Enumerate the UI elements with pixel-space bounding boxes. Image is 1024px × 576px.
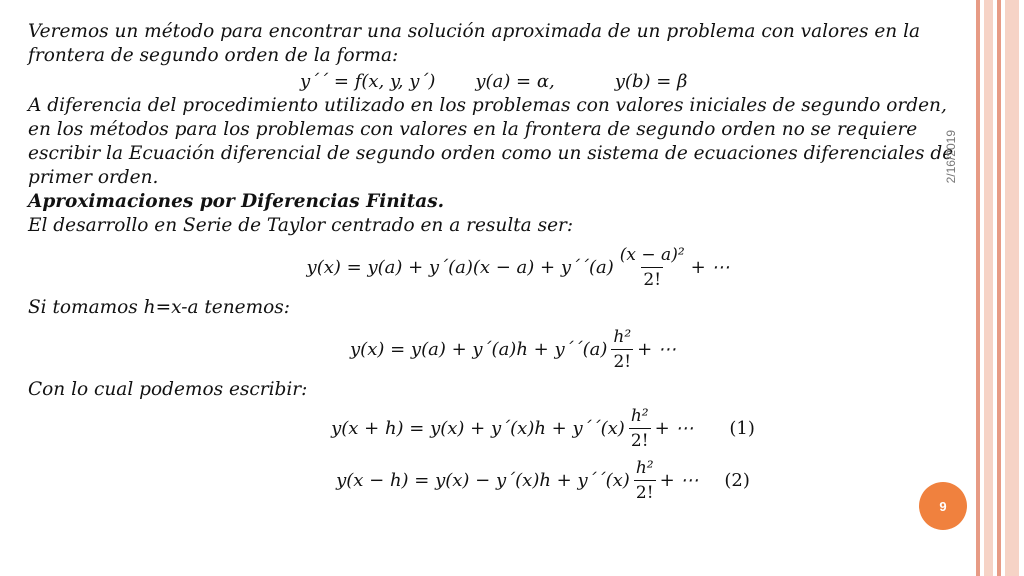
equation-taylor-fraction: [618, 245, 687, 290]
equation-2-denominator: 2!: [634, 480, 656, 503]
equation-taylor-numerator: (x − a)²: [619, 244, 685, 265]
paragraph-2-line-4: primer orden.: [28, 167, 159, 188]
equation-h-right: + ⋯: [637, 338, 676, 360]
equation-taylor-left: y(x) = y(a) + y´(a)(x − a) + y´´(a): [306, 256, 614, 278]
intro-line-2: frontera de segundo orden de la forma:: [28, 45, 399, 66]
equation-h-numerator: h²: [613, 326, 632, 347]
equation-h-fraction: [611, 327, 633, 372]
equation-bvp: [28, 68, 968, 94]
intro-line-1: Veremos un método para encontrar una solución aproximada de un problema con valores en la: [28, 21, 921, 42]
equation-2-fraction: [634, 458, 656, 503]
equation-2-right: + ⋯: [659, 469, 699, 491]
equation-bvp-cond-a: y(a) = α,: [475, 70, 555, 92]
page-number-badge: 9: [919, 482, 967, 530]
paragraph-2-line-3: escribir la Ecuación diferencial de segundo orden como un sistema de ecuaciones diferenciales de: [28, 143, 954, 164]
equation-1-denominator: 2!: [629, 428, 651, 451]
slide-content: [28, 20, 968, 506]
equation-taylor-right: + ⋯: [690, 256, 730, 278]
paragraph-2-line-2: en los métodos para los problemas con valores en la frontera de segundo orden no se requiere: [28, 119, 918, 140]
h-intro: Si tomamos h=x-a tenemos:: [28, 297, 291, 318]
equation-taylor-denominator: 2!: [641, 267, 663, 290]
equation-h-left: y(x) = y(a) + y´(a)h + y´´(a): [350, 338, 608, 360]
equation-bvp-ode: y´´ = f(x, y, y´): [300, 70, 436, 92]
equation-1: [28, 402, 968, 454]
decorative-stripes: [976, 0, 1024, 576]
equation-1-label: (1): [729, 417, 755, 439]
equation-1-numerator: h²: [630, 405, 649, 426]
equation-2-label: (2): [724, 469, 750, 491]
equation-2: [28, 454, 968, 506]
equation-2-numerator: h²: [635, 457, 654, 478]
equation-1-fraction: [629, 406, 651, 451]
equation-1-right: + ⋯: [654, 417, 694, 439]
equation-1-left: y(x + h) = y(x) + y´(x)h + y´´(x): [331, 417, 625, 439]
write-intro: Con lo cual podemos escribir:: [28, 379, 308, 400]
paragraph-2-line-1: A diferencia del procedimiento utilizado en los problemas con valores iniciales de segundo orden,: [28, 95, 947, 116]
section-heading: Aproximaciones por Diferencias Finitas.: [28, 191, 445, 212]
equation-h-denominator: 2!: [611, 349, 633, 372]
equation-bvp-cond-b: y(b) = β: [614, 70, 688, 92]
equation-h: [28, 320, 968, 378]
equation-taylor: [28, 238, 968, 296]
slide-date: 2/16/2019: [944, 130, 958, 184]
equation-2-left: y(x − h) = y(x) − y´(x)h + y´´(x): [336, 469, 630, 491]
taylor-intro: El desarrollo en Serie de Taylor centrado en a resulta ser:: [28, 215, 574, 236]
